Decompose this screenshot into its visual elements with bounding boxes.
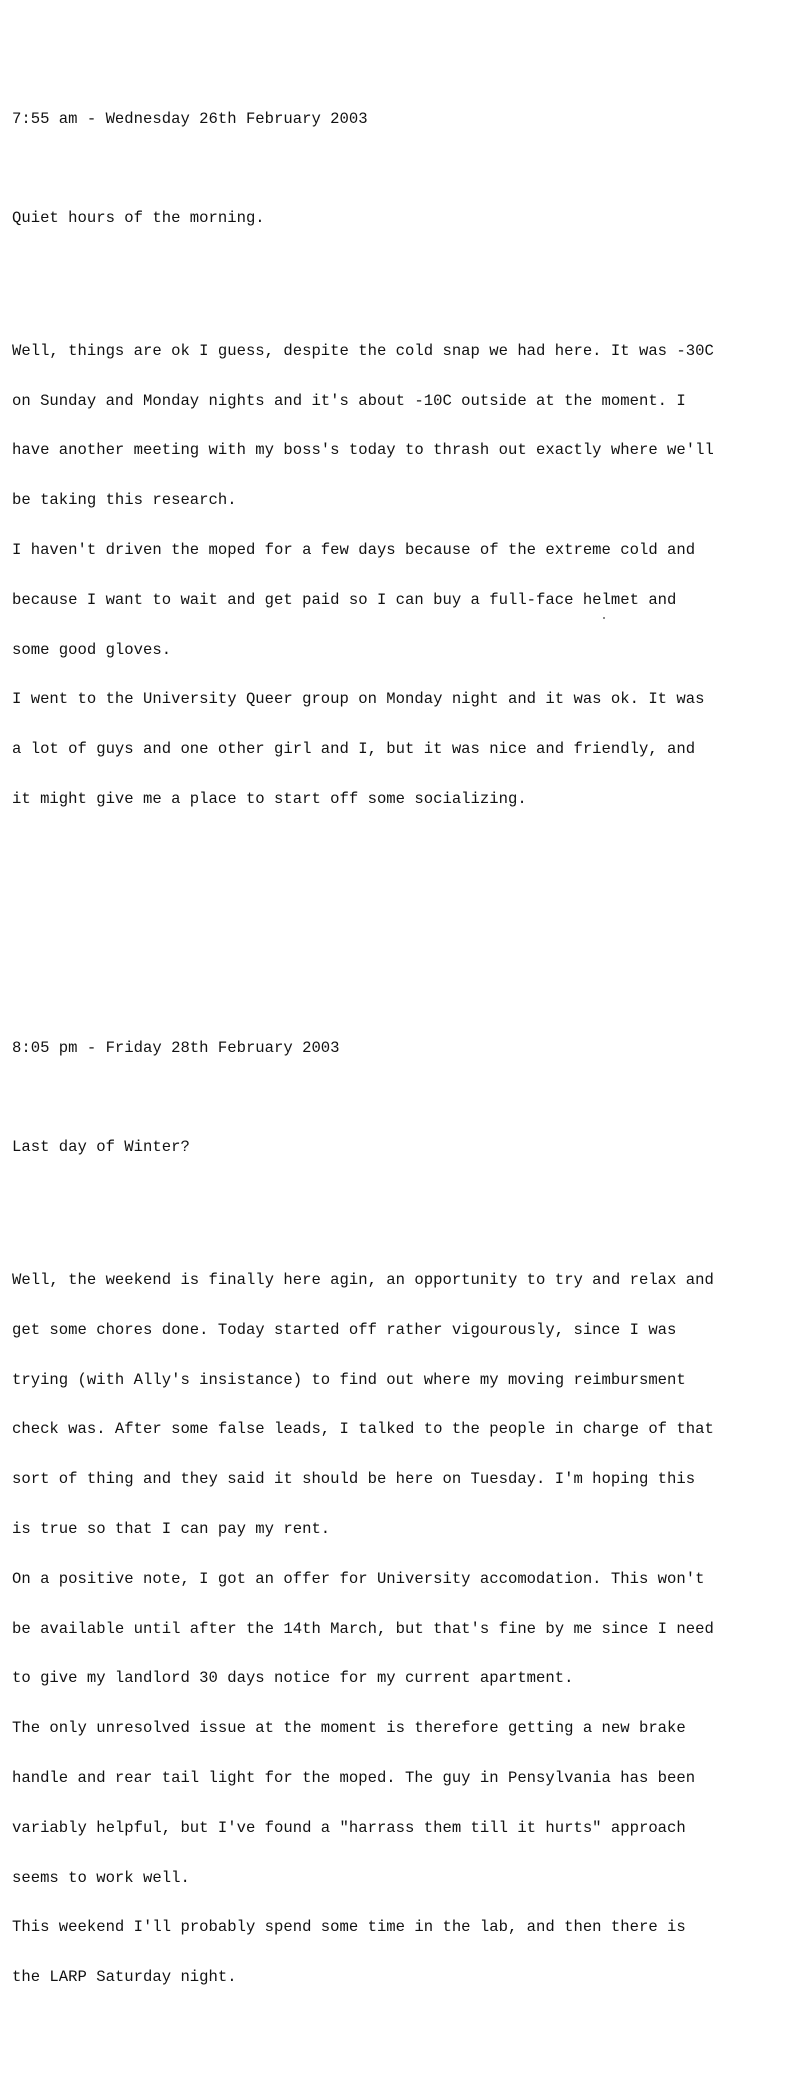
body-line: because I want to wait and get paid so I can buy a full-face helmet and [12, 590, 677, 609]
body-line: I haven't driven the moped for a few days because of the extreme cold and [12, 541, 696, 559]
body-line: it might give me a place to start off some socializing. [12, 789, 527, 808]
journal-entry [12, 77, 782, 874]
entry-body [12, 1239, 782, 2019]
entry-body [12, 310, 782, 841]
spacer [12, 160, 782, 177]
body-line: On a positive note, I got an offer for University accomodation. This won't [12, 1569, 705, 1588]
spacer [12, 1090, 782, 1107]
body-line: Well, the weekend is finally here agin, an opportunity to try and relax and [12, 1271, 714, 1290]
spacer [12, 924, 782, 941]
body-line: have another meeting with my boss's today to thrash out exactly where we'll [12, 441, 714, 460]
body-line: sort of thing and they said it should be here on Tuesday. I'm hoping this [12, 1470, 696, 1489]
body-line: check was. After some false leads, I talked to the people in charge of that [12, 1420, 714, 1439]
entry-title: Quiet hours of the morning. [12, 209, 265, 228]
body-line: handle and rear tail light for the moped. The guy in Pensylvania has been [12, 1768, 696, 1787]
journal-entry [12, 1007, 782, 2052]
entry-timestamp: 7:55 am - Wednesday 26th February 2003 [12, 109, 368, 128]
body-line: be available until after the 14th March, but that's fine by me since I need [12, 1619, 714, 1638]
body-line: some good gloves. [12, 640, 172, 659]
body-line: to give my landlord 30 days notice for my current apartment. [12, 1669, 574, 1688]
body-line: get some chores done. Today started off rather vigourously, since I was [12, 1320, 677, 1339]
body-line: is true so that I can pay my rent. [12, 1520, 331, 1539]
body-line: on Sunday and Monday nights and it's about -10C outside at the moment. I [12, 391, 686, 410]
journal-document [12, 11, 782, 2085]
body-line: seems to work well. [12, 1868, 190, 1887]
entry-timestamp: 8:05 pm - Friday 28th February 2003 [12, 1038, 340, 1057]
scan-speck [603, 617, 605, 619]
body-line: be taking this research. [12, 491, 237, 510]
entry-title: Last day of Winter? [12, 1138, 190, 1157]
body-line: I went to the University Queer group on Monday night and it was ok. It was [12, 690, 705, 709]
spacer [12, 1189, 782, 1206]
body-line: The only unresolved issue at the moment is therefore getting a new brake [12, 1719, 686, 1738]
body-line: variably helpful, but I've found a "harrass them till it hurts" approach [12, 1818, 686, 1837]
body-line: This weekend I'll probably spend some time in the lab, and then there is [12, 1918, 686, 1937]
body-line: a lot of guys and one other girl and I, but it was nice and friendly, and [12, 740, 696, 759]
body-line: the LARP Saturday night. [12, 1968, 237, 1987]
body-line: trying (with Ally's insistance) to find out where my moving reimbursment [12, 1370, 686, 1389]
spacer [12, 260, 782, 277]
body-line: Well, things are ok I guess, despite the cold snap we had here. It was -30C [12, 341, 714, 360]
